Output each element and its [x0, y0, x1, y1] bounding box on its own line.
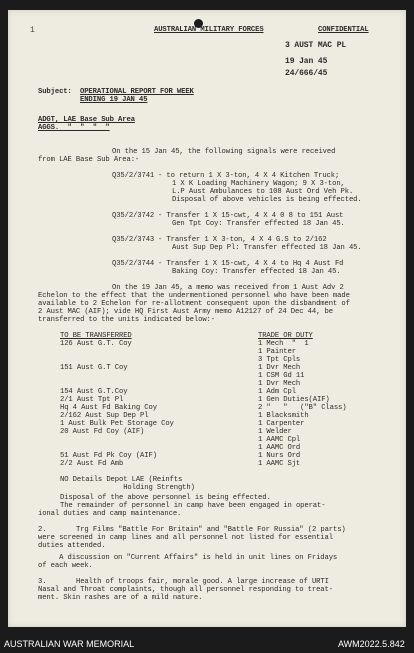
paragraph-line: A discussion on "Current Affairs" is held in unit lines on Fridays	[38, 554, 338, 562]
archive-footer	[0, 633, 414, 653]
signal-line: Gen Tpt Coy: Transfer effected 18 Jan 45.	[172, 220, 345, 228]
signal-line: Aust Sup Dep Pl: Transfer effected 18 Jan 45.	[172, 244, 362, 252]
paragraph-number: 3.	[38, 578, 47, 586]
signal-line: Disposal of above vehicles is being effected.	[172, 196, 362, 204]
table-cell-trade: 1 Adm Cpl	[258, 388, 296, 396]
table-cell-trade: 1 Welder	[258, 428, 292, 436]
table-cell-unit: 126 Aust G.T. Coy	[60, 340, 132, 348]
table-cell-trade: 2 " " ("B" Class)	[258, 404, 347, 412]
signal-line: - Transfer 1 X 15-cwt, 4 X 4 0 8 to 151 Aust	[158, 212, 344, 220]
table-cell-trade: 1 Nurs Ord	[258, 452, 301, 460]
table-cell-trade: 1 Mech " 1	[258, 340, 309, 348]
table-cell-unit: NO Details Depot LAE (Reinfts	[60, 476, 183, 484]
para2-line: transferred to the units indicated below:-	[38, 316, 215, 324]
closing-line: The remainder of personnel in camp have been engaged in operat-	[60, 502, 326, 510]
classification-heading: AUSTRALIAN MILITARY FORCES	[154, 26, 264, 34]
table-cell-trade: 1 Dvr Mech	[258, 364, 301, 372]
reference-number: 24/666/45	[285, 69, 328, 78]
paragraph-line: of each week.	[38, 562, 93, 570]
signal-ref: Q35/2/3744	[112, 260, 155, 268]
archive-name: AUSTRALIAN WAR MEMORIAL	[4, 639, 135, 649]
signal-line: - Transfer 1 X 3-ton, 4 X 4 G.S to 2/162	[158, 236, 327, 244]
document-date: 19 Jan 45	[285, 57, 328, 66]
paragraph-line: were screened in camp lines and all personnel not listed for essential	[38, 534, 333, 542]
table-cell-trade: 1 AAMC Ord	[258, 444, 301, 452]
paragraph-line: Nasal and Throat complaints, though all personnel responding to treat-	[38, 586, 333, 594]
table-cell-unit: 2/162 Aust Sup Dep Pl	[60, 412, 149, 420]
paragraph-line: duties attended.	[38, 542, 106, 550]
para1-line-2: from LAE Base Sub Area:-	[38, 156, 140, 164]
table-cell-unit: Holding Strength)	[60, 484, 195, 492]
subject-line-2: ENDING 19 JAN 45	[80, 96, 148, 104]
subject-line-1: OPERATIONAL REPORT FOR WEEK	[80, 88, 194, 96]
paragraph-number: 2.	[38, 526, 47, 534]
confidential-marking: CONFIDENTIAL	[318, 26, 369, 34]
address-line-1: ADGT, LAE Base Sub Area	[38, 116, 135, 124]
signal-line: L.P Aust Ambulances to 108 Aust Ord Veh Pk.	[172, 188, 354, 196]
para2-line: On the 19 Jan 45, a memo was received from 1 Aust Adv 2	[112, 284, 344, 292]
unit-name: 3 AUST MAC PL	[285, 41, 347, 50]
closing-line: ional duties and camp maintenance.	[38, 510, 182, 518]
paragraph-line: Health of troops fair, morale good. A large increase of URTI	[76, 578, 329, 586]
table-header-transfer: TO BE TRANSFERRED	[60, 332, 132, 340]
signal-ref: Q35/2/3742	[112, 212, 155, 220]
para2-line: available to 2 Echelon for re-allotment consequent upon the disbandment of	[38, 300, 350, 308]
signal-line: 1 X K Loading Machinery Wagon; 9 X 3-ton,	[172, 180, 345, 188]
table-cell-unit: 1 Aust Bulk Pet Storage Coy	[60, 420, 174, 428]
signal-line: - to return 1 X 3-ton, 4 X 4 Kitchen Truck;	[158, 172, 340, 180]
table-cell-trade: 1 Dvr Mech	[258, 380, 301, 388]
table-cell-unit: Hq 4 Aust Fd Baking Coy	[60, 404, 157, 412]
table-cell-unit: 151 Aust G.T Coy	[60, 364, 128, 372]
closing-line: Disposal of the above personnel is being effected.	[60, 494, 271, 502]
para2-line: 2 Aust MAC (AIF); vide HQ First Aust Army memo A12127 of 24 Dec 44, be	[38, 308, 333, 316]
table-cell-unit: 154 Aust G.T.Coy	[60, 388, 128, 396]
table-cell-trade: 1 Painter	[258, 348, 296, 356]
table-cell-trade: 3 Tpt Cpls	[258, 356, 301, 364]
signal-ref: Q35/2/3741	[112, 172, 155, 180]
table-header-trade: TRADE OR DUTY	[258, 332, 313, 340]
subject-label: Subject:	[38, 88, 72, 96]
paragraph-line: ment. Skin rashes are of a mild nature.	[38, 594, 203, 602]
para1-line-1: On the 15 Jan 45, the following signals were received	[112, 148, 336, 156]
table-cell-trade: 1 CSM Gd 11	[258, 372, 305, 380]
accession-number: AWM2022.5.842	[338, 639, 405, 649]
margin-mark: 1	[30, 26, 35, 35]
table-cell-trade: 1 AAMC Sjt	[258, 460, 301, 468]
table-cell-trade: 1 Carpenter	[258, 420, 305, 428]
signal-line: Baking Coy: Transfer effected 18 Jan 45.	[172, 268, 341, 276]
table-cell-unit: 2/2 Aust Fd Amb	[60, 460, 124, 468]
signal-line: - Transfer 1 X 15-cwt, 4 X 4 to Hq 4 Aust Fd	[158, 260, 344, 268]
table-cell-unit: 20 Aust Fd Coy (AIF)	[60, 428, 145, 436]
table-cell-unit: 2/1 Aust Tpt Pl	[60, 396, 124, 404]
para2-line: Echelon to the effect that the undermentioned personnel who have been made	[38, 292, 350, 300]
signal-ref: Q35/2/3743	[112, 236, 155, 244]
table-cell-trade: 1 Gen Duties(AIF)	[258, 396, 330, 404]
table-cell-trade: 1 AAMC Cpl	[258, 436, 301, 444]
paragraph-line: Trg Films "Battle For Britain" and "Battle For Russia" (2 parts)	[76, 526, 346, 534]
table-cell-unit: 51 Aust Fd Pk Coy (AIF)	[60, 452, 157, 460]
table-cell-trade: 1 Blacksmith	[258, 412, 309, 420]
address-line-2: AGGS. " " " "	[38, 124, 110, 132]
